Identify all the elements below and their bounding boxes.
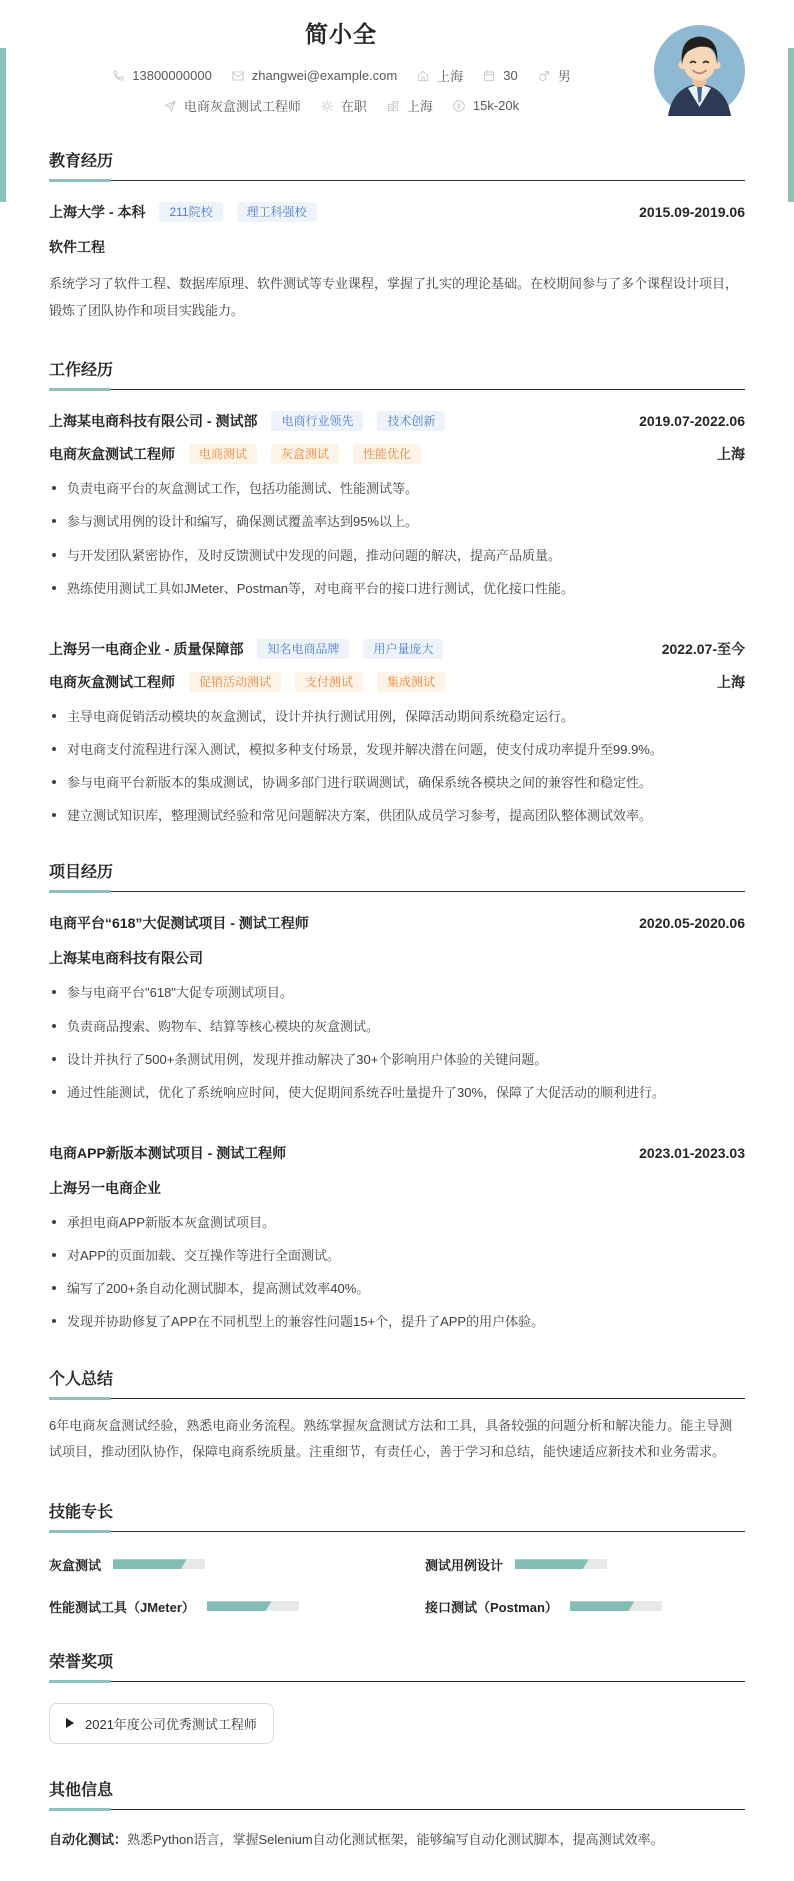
work-entry bbox=[49, 639, 745, 827]
section-title: 技能专长 bbox=[49, 1503, 114, 1521]
contact-city bbox=[386, 96, 433, 115]
major-name: 软件工程 bbox=[49, 239, 105, 255]
teal-underline bbox=[49, 1680, 111, 1683]
skill-item bbox=[49, 1555, 369, 1574]
education-date: 2015.09-2019.06 bbox=[639, 204, 745, 220]
company-tag: 技术创新 bbox=[377, 411, 445, 431]
contact-phone bbox=[111, 68, 212, 83]
section-projects-header bbox=[49, 859, 745, 892]
award-chip[interactable] bbox=[49, 1703, 274, 1744]
bullet-item: 发现并协助修复了APP在不同机型上的兼容性问题15+个，提升了APP的用户体验。 bbox=[49, 1312, 745, 1332]
contact-age bbox=[482, 68, 517, 83]
project-entry-header bbox=[49, 913, 745, 933]
bullet-item: 对APP的页面加载、交互操作等进行全面测试。 bbox=[49, 1246, 745, 1266]
contact-location bbox=[416, 66, 463, 85]
skill-item bbox=[425, 1555, 745, 1574]
contact-job-target-value: 电商灰盒测试工程师 bbox=[183, 99, 301, 114]
section-honors-header bbox=[49, 1649, 745, 1682]
project-date: 2020.05-2020.06 bbox=[639, 915, 745, 932]
contact-row-1 bbox=[49, 66, 745, 85]
bullet-item: 主导电商促销活动模块的灰盒测试，设计并执行测试用例，保障活动期间系统稳定运行。 bbox=[49, 707, 745, 727]
status-gear-icon bbox=[320, 99, 334, 113]
skill-bar-fill bbox=[570, 1601, 634, 1611]
other-info-line bbox=[49, 1830, 745, 1851]
role-title: 电商灰盒测试工程师 bbox=[49, 673, 175, 690]
project-name: 电商APP新版本测试项目 - 测试工程师 bbox=[49, 1144, 287, 1161]
work-role-header bbox=[49, 672, 745, 692]
phone-icon bbox=[111, 69, 125, 83]
project-date: 2023.01-2023.03 bbox=[639, 1144, 745, 1161]
project-name: 电商平台“618”大促测试项目 - 测试工程师 bbox=[49, 915, 309, 932]
bullet-item: 通过性能测试，优化了系统响应时间，使大促期间系统吞吐量提升了30%，保障了大促活动的顺利进行。 bbox=[49, 1083, 745, 1103]
skills-grid bbox=[49, 1555, 745, 1616]
work-role-header bbox=[49, 444, 745, 464]
work-date: 2022.07-至今 bbox=[661, 640, 745, 657]
bullet-item: 设计并执行了500+条测试用例，发现并推动解决了30+个影响用户体验的关键问题。 bbox=[49, 1050, 745, 1070]
teal-underline bbox=[49, 179, 111, 182]
contact-job-target bbox=[163, 96, 301, 115]
company-tag: 知名电商品牌 bbox=[257, 639, 349, 659]
bullet-item: 参与电商平台新版本的集成测试，协调多部门进行联调测试，确保系统各模块之间的兼容性和稳定性。 bbox=[49, 773, 745, 793]
section-summary bbox=[49, 1366, 745, 1466]
age-icon bbox=[482, 69, 496, 83]
bullet-item: 编写了200+条自动化测试脚本，提高测试效率40%。 bbox=[49, 1279, 745, 1299]
school-tag: 理工科强校 bbox=[237, 202, 317, 222]
skill-item bbox=[49, 1597, 369, 1616]
bullet-item: 参与电商平台"618"大促专项测试项目。 bbox=[49, 983, 745, 1003]
bullet-item: 负责商品搜索、购物车、结算等核心模块的灰盒测试。 bbox=[49, 1017, 745, 1037]
school-tag: 211院校 bbox=[159, 202, 222, 222]
contact-email-value: zhangwei@example.com bbox=[251, 68, 398, 83]
award-label: 2021年度公司优秀测试工程师 bbox=[85, 1716, 257, 1732]
skill-label: 性能测试工具（JMeter） bbox=[49, 1599, 195, 1615]
gender-icon bbox=[537, 69, 551, 83]
work-entry-header bbox=[49, 411, 745, 431]
project-entry bbox=[49, 1143, 745, 1333]
skill-bar-track bbox=[515, 1559, 607, 1569]
role-tag: 灰盒测试 bbox=[271, 444, 339, 464]
section-other-header bbox=[49, 1777, 745, 1810]
section-skills-header bbox=[49, 1499, 745, 1532]
company-tag: 电商行业领先 bbox=[271, 411, 363, 431]
section-title: 个人总结 bbox=[49, 1370, 114, 1388]
section-education bbox=[49, 148, 745, 324]
section-summary-header bbox=[49, 1366, 745, 1399]
contact-gender bbox=[537, 66, 571, 85]
skill-label: 接口测试（Postman） bbox=[425, 1599, 558, 1615]
contact-status bbox=[320, 96, 367, 115]
spacer bbox=[49, 612, 745, 618]
project-company: 上海另一电商企业 bbox=[49, 1179, 161, 1196]
teal-underline bbox=[49, 890, 111, 893]
contact-city-value: 上海 bbox=[406, 99, 433, 114]
bullet-item: 参与测试用例的设计和编写，确保测试覆盖率达到95%以上。 bbox=[49, 512, 745, 532]
section-title: 教育经历 bbox=[49, 153, 114, 170]
contact-row-2 bbox=[49, 96, 745, 115]
section-work-header bbox=[49, 357, 745, 390]
company-name: 上海某电商科技有限公司 - 测试部 bbox=[49, 413, 258, 430]
skill-bar-track bbox=[113, 1559, 205, 1569]
work-entry-header bbox=[49, 639, 745, 659]
candidate-name: 简小全 bbox=[305, 21, 377, 47]
play-triangle-icon bbox=[66, 1718, 74, 1728]
company-name: 上海另一电商企业 - 质量保障部 bbox=[49, 640, 244, 657]
role-tag: 促销活动测试 bbox=[189, 672, 281, 692]
skill-label: 测试用例设计 bbox=[425, 1557, 504, 1573]
bullet-item: 承担电商APP新版本灰盒测试项目。 bbox=[49, 1213, 745, 1233]
bullet-item: 负责电商平台的灰盒测试工作，包括功能测试、性能测试等。 bbox=[49, 479, 745, 499]
education-entry-header bbox=[49, 202, 745, 222]
role-title: 电商灰盒测试工程师 bbox=[49, 446, 175, 463]
skill-bar-track bbox=[207, 1601, 299, 1611]
section-title: 其他信息 bbox=[49, 1781, 114, 1799]
contact-location-value: 上海 bbox=[437, 69, 464, 84]
role-tag: 支付测试 bbox=[295, 672, 363, 692]
section-skills bbox=[49, 1499, 745, 1616]
bullet-item: 对电商支付流程进行深入测试，模拟多种支付场景，发现并解决潜在问题，使支付成功率提升至99.9%。 bbox=[49, 740, 745, 760]
section-projects bbox=[49, 859, 745, 1332]
section-title: 项目经历 bbox=[49, 864, 114, 882]
contact-gender-value: 男 bbox=[557, 69, 571, 84]
project-bullet-list bbox=[49, 1213, 745, 1333]
work-bullet-list bbox=[49, 479, 745, 599]
teal-underline bbox=[49, 1397, 111, 1400]
avatar-illustration bbox=[654, 25, 745, 116]
work-date: 2019.07-2022.06 bbox=[639, 413, 745, 430]
resume-header bbox=[0, 0, 794, 115]
contact-phone-value: 13800000000 bbox=[132, 68, 212, 83]
teal-underline bbox=[49, 388, 111, 391]
bullet-item: 熟练使用测试工具如JMeter、Postman等，对电商平台的接口进行测试，优化接口性能。 bbox=[49, 579, 745, 599]
education-description: 系统学习了软件工程、数据库原理、软件测试等专业课程，掌握了扎实的理论基础。在校期间参与了多个课程设计项目，锻炼了团队协作和项目实践能力。 bbox=[49, 276, 739, 318]
skill-label: 灰盒测试 bbox=[49, 1557, 102, 1573]
contact-email bbox=[231, 68, 397, 83]
work-location: 上海 bbox=[717, 446, 745, 463]
other-info-label: 自动化测试： bbox=[49, 1831, 128, 1847]
bullet-item: 与开发团队紧密协作，及时反馈测试中发现的问题，推动问题的解决，提高产品质量。 bbox=[49, 546, 745, 566]
section-other bbox=[49, 1777, 745, 1851]
mail-icon bbox=[231, 69, 245, 83]
section-title: 工作经历 bbox=[49, 362, 114, 380]
summary-text: 6年电商灰盒测试经验，熟悉电商业务流程。熟练掌握灰盒测试方法和工具，具备较强的问题分析和解决能力。能主导测试项目，推动团队协作，保障电商系统质量。注重细节，有责任心，善于学习和总结，能快速适应新技术和业务需求。 bbox=[49, 1417, 733, 1460]
section-education-header bbox=[49, 148, 745, 181]
building-icon bbox=[386, 99, 400, 113]
work-entry bbox=[49, 411, 745, 599]
teal-underline bbox=[49, 1530, 111, 1533]
teal-underline bbox=[49, 1808, 111, 1811]
work-location: 上海 bbox=[717, 673, 745, 690]
contact-age-value: 30 bbox=[503, 68, 518, 83]
project-bullet-list bbox=[49, 983, 745, 1103]
section-honors bbox=[49, 1649, 745, 1744]
skill-bar-fill bbox=[207, 1601, 271, 1611]
project-company: 上海某电商科技有限公司 bbox=[49, 950, 203, 967]
spacer bbox=[49, 1116, 745, 1122]
home-icon bbox=[416, 69, 430, 83]
skill-bar-fill bbox=[113, 1559, 187, 1569]
project-entry-header bbox=[49, 1143, 745, 1163]
contact-salary-value: 15k-20k bbox=[472, 98, 520, 113]
section-work bbox=[49, 357, 745, 826]
salary-icon bbox=[452, 99, 466, 113]
skill-bar-fill bbox=[515, 1559, 589, 1569]
role-tag: 集成测试 bbox=[377, 672, 445, 692]
bullet-item: 建立测试知识库，整理测试经验和常见问题解决方案，供团队成员学习参考，提高团队整体测试效率。 bbox=[49, 806, 745, 826]
send-icon bbox=[163, 99, 177, 113]
skill-bar-track bbox=[570, 1601, 662, 1611]
contact-status-value: 在职 bbox=[340, 99, 367, 114]
resume-body bbox=[0, 148, 794, 1881]
company-tag: 用户量庞大 bbox=[363, 639, 443, 659]
school-name: 上海大学 - 本科 bbox=[49, 204, 146, 220]
work-bullet-list bbox=[49, 707, 745, 827]
project-entry bbox=[49, 913, 745, 1103]
section-title: 荣誉奖项 bbox=[49, 1653, 114, 1671]
contact-salary bbox=[452, 98, 519, 113]
role-tag: 电商测试 bbox=[189, 444, 257, 464]
other-info-text: 熟悉Python语言，掌握Selenium自动化测试框架，能够编写自动化测试脚本，提高测试效率。 bbox=[127, 1831, 664, 1847]
skill-item bbox=[425, 1597, 745, 1616]
avatar bbox=[654, 25, 745, 116]
role-tag: 性能优化 bbox=[353, 444, 421, 464]
